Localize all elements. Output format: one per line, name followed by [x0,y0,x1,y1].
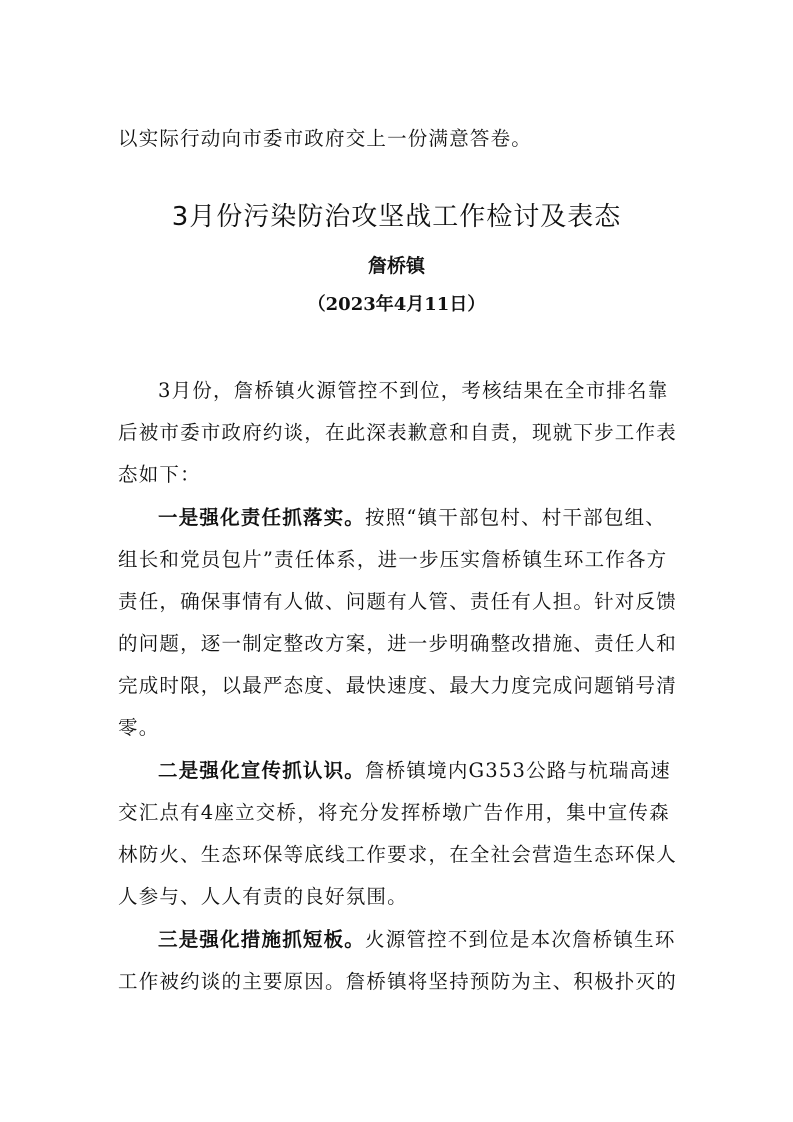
section-first-line [158,505,666,531]
section-line: 的问题，逐一制定整改方案，进一步明确整改措施、责任人和 [118,632,677,655]
section-line: 人参与、人人有责的良好氛围。 [118,885,408,908]
section-heading: 一是强化责任抓落实。 [158,506,366,529]
section-line: 责任，确保事情有人做、问题有人管、责任有人担。针对反馈 [118,590,677,613]
section-line: 林防火、生态环保等底线工作要求，在全社会营造生态环保人 [118,843,677,866]
intro-line: 3月份，詹桥镇火源管控不到位，考核结果在全市排名靠 [158,379,669,402]
section-heading: 二是强化宣传抓认识。 [158,759,366,782]
section-text: 按照“镇干部包村、村干部包组、 [365,506,666,529]
intro-line: 态如下： [118,463,201,486]
document-author: 詹桥镇 [367,255,425,277]
section-text: 詹桥镇境内G353公路与杭瑞高速 [365,759,672,782]
document-date: （2023年4月11日） [307,294,486,315]
previous-page-tail: 以实际行动向市委市政府交上一份满意答卷。 [118,127,533,150]
section-heading: 三是强化措施抓短板。 [158,928,366,951]
intro-line: 后被市委市政府约谈，在此深表歉意和自责，现就下步工作表 [118,421,677,444]
section-line: 组长和党员包片”责任体系，进一步压实詹桥镇生环工作各方 [118,548,668,571]
section-line: 工作被约谈的主要原因。詹桥镇将坚持预防为主、积极扑灭的 [118,970,677,993]
section-first-line [158,758,671,784]
section-text: 火源管控不到位是本次詹桥镇生环 [365,928,676,951]
section-line: 零。 [118,716,160,739]
section-first-line [158,927,676,953]
section-line: 完成时限，以最严态度、最快速度、最大力度完成问题销号清 [118,674,677,697]
section-line: 交汇点有4座立交桥，将充分发挥桥墩广告作用，集中宣传森 [118,801,670,824]
document-title: 3月份污染防治攻坚战工作检讨及表态 [171,202,622,232]
